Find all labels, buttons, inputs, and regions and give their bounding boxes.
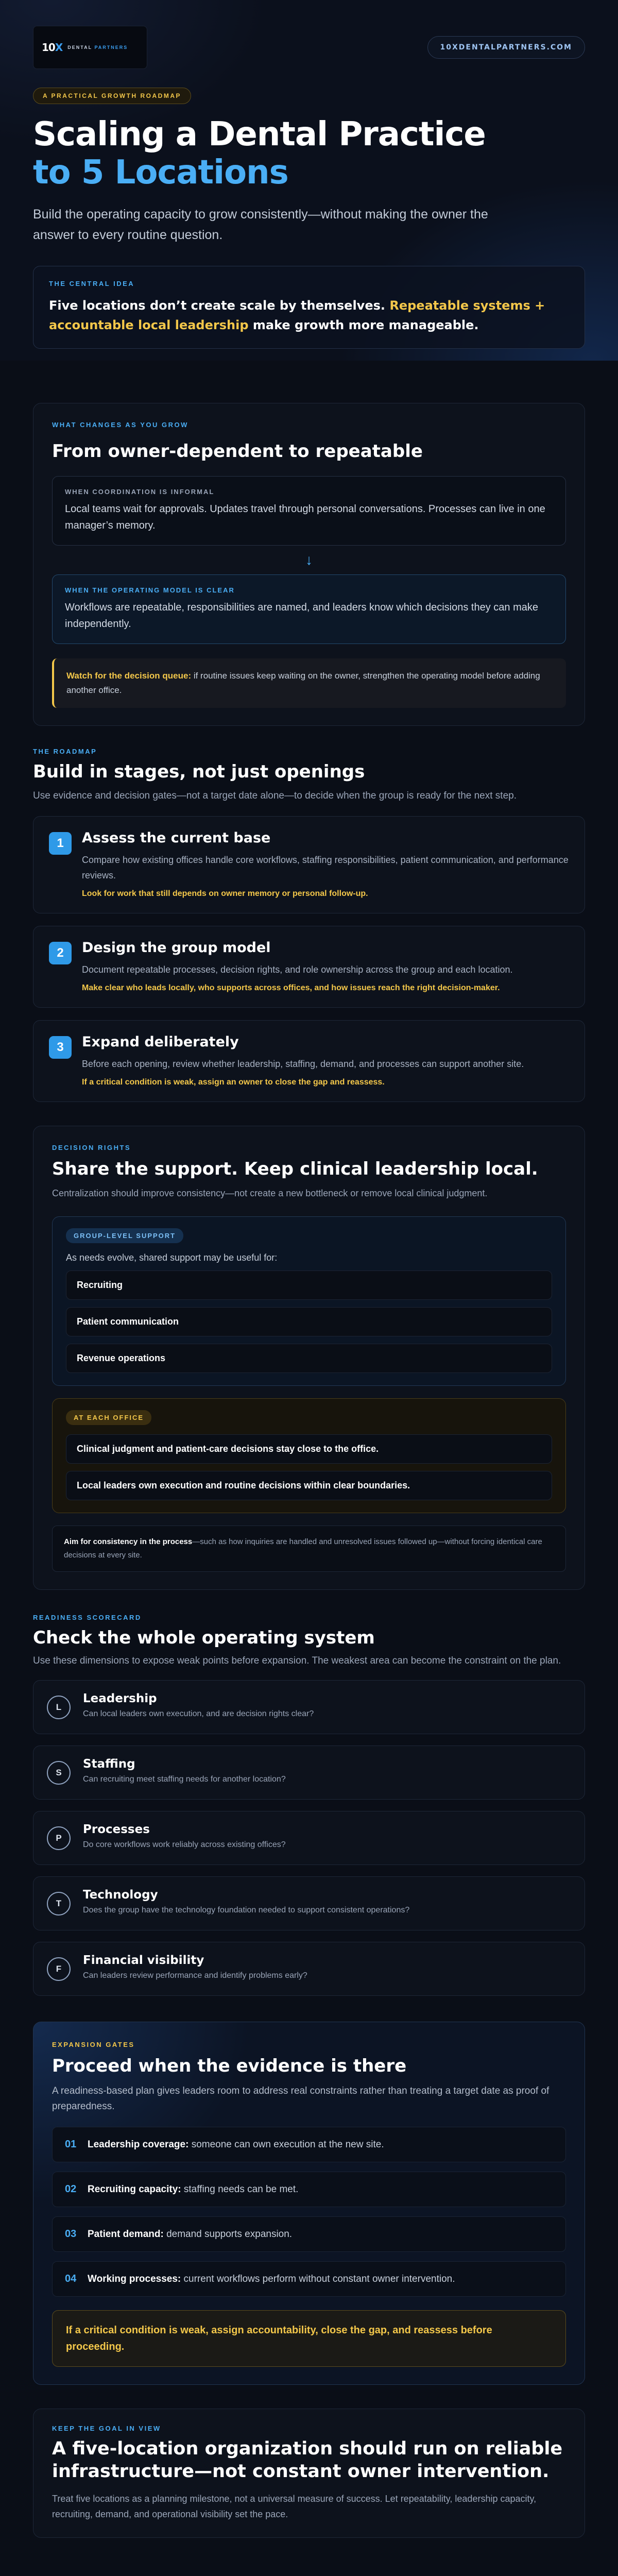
central-idea-card: [33, 266, 585, 349]
decision-kicker: DECISION RIGHTS: [52, 1144, 131, 1151]
goal-section: [33, 2409, 585, 2538]
stage-note: If a critical condition is weak, assign an owner to close the gap and reassess.: [82, 1078, 385, 1087]
logo-text: DENTAL PARTNERS: [67, 45, 128, 50]
scorecard-item-title: Financial visibility: [83, 1954, 204, 1967]
scorecard-item-title: Staffing: [83, 1757, 135, 1771]
stage-description: Before each opening, review whether leadership, staffing, demand, and processes can support another site.: [82, 1059, 524, 1069]
informal-text: Local teams wait for approvals. Updates travel through personal conversations. Processes can live in one manager’s memory.: [65, 503, 545, 531]
roadmap-section: [33, 748, 585, 1102]
scorecard-title: Check the whole operating system: [33, 1628, 375, 1648]
gate-number: 04: [65, 2273, 77, 2284]
gate-text: Leadership coverage: someone can own execution at the new site.: [88, 2139, 384, 2150]
clear-state-card: [52, 574, 566, 644]
stage-card: [33, 1020, 585, 1102]
scorecard-section: [33, 1614, 585, 1996]
office-tag: AT EACH OFFICE: [66, 1410, 151, 1425]
informal-state-card: [52, 476, 566, 546]
scorecard-kicker: READINESS SCORECARD: [33, 1614, 142, 1621]
changes-section: [33, 403, 585, 726]
hero-lead: Build the operating capacity to grow consistently—without making the owner the answer to every routine question.: [33, 207, 488, 242]
decision-title: Share the support. Keep clinical leadership local.: [52, 1159, 538, 1179]
group-support-box: [52, 1216, 566, 1386]
gate-number: 02: [65, 2183, 77, 2195]
group-support-intro: As needs evolve, shared support may be useful for:: [66, 1252, 278, 1263]
gate-row: [52, 2127, 566, 2162]
gates-subtitle: A readiness-based plan gives leaders room to address real constraints rather than treating a target date as proof of preparedness.: [52, 2086, 550, 2112]
stage-number: 3: [49, 1036, 72, 1059]
consistency-note: Aim for consistency in the process—such as how inquiries are handled and unresolved issues followed up—without forcing identical care decisions at every site.: [52, 1526, 566, 1572]
hero-eyebrow: A PRACTICAL GROWTH ROADMAP: [33, 88, 191, 104]
scorecard-item-title: Leadership: [83, 1692, 157, 1705]
scorecard-item: [33, 1811, 585, 1865]
logo-mark: 10X: [42, 41, 63, 54]
decision-queue-callout: Watch for the decision queue: if routine issues keep waiting on the owner, strengthen the operating model before adding another office.: [52, 658, 566, 708]
list-item: Patient communication: [66, 1307, 552, 1336]
changes-kicker: WHAT CHANGES AS YOU GROW: [52, 421, 188, 429]
scorecard-item-question: Do core workflows work reliably across existing offices?: [83, 1840, 286, 1849]
group-support-tag: GROUP-LEVEL SUPPORT: [66, 1228, 183, 1243]
changes-title: From owner-dependent to repeatable: [52, 441, 423, 462]
central-idea-label: THE CENTRAL IDEA: [49, 280, 135, 287]
scorecard-item: [33, 1876, 585, 1930]
gate-number: 03: [65, 2228, 77, 2240]
stage-card: [33, 926, 585, 1008]
gate-number: 01: [65, 2139, 77, 2150]
technology-letter-icon: T: [47, 1892, 71, 1916]
staffing-letter-icon: S: [47, 1761, 71, 1785]
scorecard-item-question: Can leaders review performance and identify problems early?: [83, 1971, 307, 1980]
scorecard-item: [33, 1745, 585, 1800]
clear-label: WHEN THE OPERATING MODEL IS CLEAR: [65, 586, 235, 594]
list-item: Clinical judgment and patient-care decisions stay close to the office.: [66, 1434, 552, 1464]
gate-row: [52, 2261, 566, 2297]
central-idea-text: Five locations don’t create scale by themselves. Repeatable systems + accountable local leadership make growth more manageable.: [49, 298, 545, 332]
brand-logo[interactable]: [33, 26, 147, 69]
goal-title: A five-location organization should run on reliable infrastructure—not constant owner intervention.: [52, 2438, 563, 2482]
site-link[interactable]: 10XDENTALPARTNERS.COM: [427, 36, 585, 59]
scorecard-item-title: Processes: [83, 1823, 150, 1836]
list-item: Local leaders own execution and routine decisions within clear boundaries.: [66, 1471, 552, 1500]
stage-description: Document repeatable processes, decision rights, and role ownership across the group and each location.: [82, 964, 513, 975]
decision-rights-section: [33, 1126, 585, 1590]
stage-number: 2: [49, 942, 72, 964]
roadmap-subtitle: Use evidence and decision gates—not a target date alone—to decide when the group is ready for the next step.: [33, 790, 517, 801]
stage-note: Make clear who leads locally, who supports across offices, and how issues reach the right decision-maker.: [82, 984, 500, 992]
scorecard-item-question: Can recruiting meet staffing needs for another location?: [83, 1775, 286, 1784]
gate-row: [52, 2172, 566, 2207]
stage-description: Compare how existing offices handle core workflows, staffing responsibilities, patient communication, and performance reviews.: [82, 855, 569, 880]
leadership-letter-icon: L: [47, 1696, 71, 1719]
roadmap-kicker: THE ROADMAP: [33, 748, 97, 755]
list-item: Recruiting: [66, 1270, 552, 1300]
financial-letter-icon: F: [47, 1957, 71, 1981]
roadmap-title: Build in stages, not just openings: [33, 761, 365, 782]
goal-text: Treat five locations as a planning milestone, not a universal measure of success. Let repeatability, leadership capacity, recruiting, demand, and operational visibility set the pace.: [52, 2494, 537, 2519]
page-title: Scaling a Dental Practice to 5 Locations: [33, 115, 486, 192]
hero-section: [0, 0, 618, 361]
office-box: [52, 1398, 566, 1513]
scorecard-item-question: Can local leaders own execution, and are decision rights clear?: [83, 1709, 314, 1718]
processes-letter-icon: P: [47, 1826, 71, 1850]
arrow-down-icon: ↓: [305, 552, 313, 568]
scorecard-subtitle: Use these dimensions to expose weak points before expansion. The weakest area can become the constraint on the plan.: [33, 1655, 561, 1666]
gate-row: [52, 2216, 566, 2252]
goal-kicker: KEEP THE GOAL IN VIEW: [52, 2425, 161, 2432]
gate-warning: If a critical condition is weak, assign accountability, close the gap, and reassess before proceeding.: [52, 2310, 566, 2367]
top-bar: [33, 26, 585, 69]
gates-title: Proceed when the evidence is there: [52, 2056, 407, 2076]
stage-title: Design the group model: [82, 940, 271, 956]
gates-kicker: EXPANSION GATES: [52, 2041, 135, 2048]
scorecard-item-title: Technology: [83, 1888, 158, 1902]
expansion-gates-section: [33, 2022, 585, 2385]
gate-text: Working processes: current workflows perform without constant owner intervention.: [88, 2273, 455, 2284]
list-item: Revenue operations: [66, 1344, 552, 1373]
informal-label: WHEN COORDINATION IS INFORMAL: [65, 488, 215, 496]
stage-title: Expand deliberately: [82, 1034, 239, 1050]
gate-text: Recruiting capacity: staffing needs can be met.: [88, 2183, 299, 2195]
scorecard-item: [33, 1680, 585, 1734]
decision-subtitle: Centralization should improve consistency—not create a new bottleneck or remove local clinical judgment.: [52, 1188, 488, 1198]
stage-card: [33, 816, 585, 913]
stage-title: Assess the current base: [82, 830, 271, 846]
gate-text: Patient demand: demand supports expansion.: [88, 2228, 293, 2240]
stage-number: 1: [49, 832, 72, 855]
stage-note: Look for work that still depends on owner memory or personal follow-up.: [82, 889, 368, 898]
scorecard-item: [33, 1942, 585, 1996]
scorecard-item-question: Does the group have the technology foundation needed to support consistent operations?: [83, 1906, 410, 1914]
clear-text: Workflows are repeatable, responsibilities are named, and leaders know which decisions they can make independently.: [65, 602, 538, 630]
